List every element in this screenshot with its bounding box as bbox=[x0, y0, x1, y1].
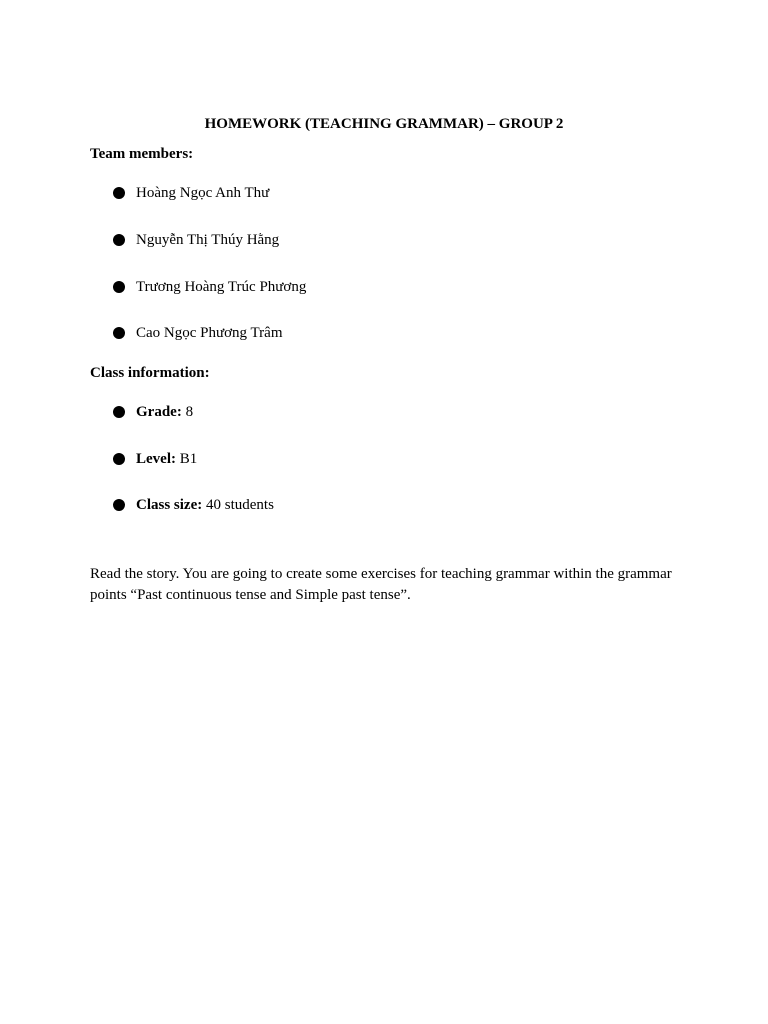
class-info-label: Level: bbox=[136, 451, 176, 467]
class-information-heading: Class information: bbox=[90, 365, 210, 381]
class-info-item-class-size bbox=[113, 495, 274, 515]
team-member-item bbox=[113, 277, 306, 297]
class-info-label: Grade: bbox=[136, 404, 182, 420]
team-member-item bbox=[113, 183, 269, 203]
team-members-heading: Team members: bbox=[90, 146, 194, 162]
bullet-icon bbox=[113, 187, 125, 199]
team-member-name: Hoàng Ngọc Anh Thư bbox=[136, 185, 270, 201]
document-title: HOMEWORK (TEACHING GRAMMAR) – GROUP 2 bbox=[204, 116, 564, 132]
class-info-item-grade bbox=[113, 402, 193, 422]
bullet-icon bbox=[113, 327, 125, 339]
class-info-value: B1 bbox=[175, 451, 198, 467]
bullet-icon bbox=[113, 453, 125, 465]
class-info-value: 40 students bbox=[202, 497, 274, 513]
team-member-name: Nguyễn Thị Thúy Hằng bbox=[136, 232, 280, 248]
bullet-icon bbox=[113, 499, 125, 511]
class-info-item-level bbox=[113, 449, 197, 469]
class-info-value: 8 bbox=[181, 404, 194, 420]
bullet-icon bbox=[113, 281, 125, 293]
instructions-paragraph: Read the story. You are going to create some exercises for teaching grammar within the grammar points “Past continuous tense and Simple past tense”. bbox=[90, 566, 672, 603]
team-member-item bbox=[113, 230, 279, 250]
bullet-icon bbox=[113, 406, 125, 418]
class-info-label: Class size: bbox=[136, 497, 203, 513]
bullet-icon bbox=[113, 234, 125, 246]
team-member-item bbox=[113, 323, 283, 343]
team-member-name: Trương Hoàng Trúc Phương bbox=[136, 279, 307, 295]
team-member-name: Cao Ngọc Phương Trâm bbox=[136, 325, 283, 341]
